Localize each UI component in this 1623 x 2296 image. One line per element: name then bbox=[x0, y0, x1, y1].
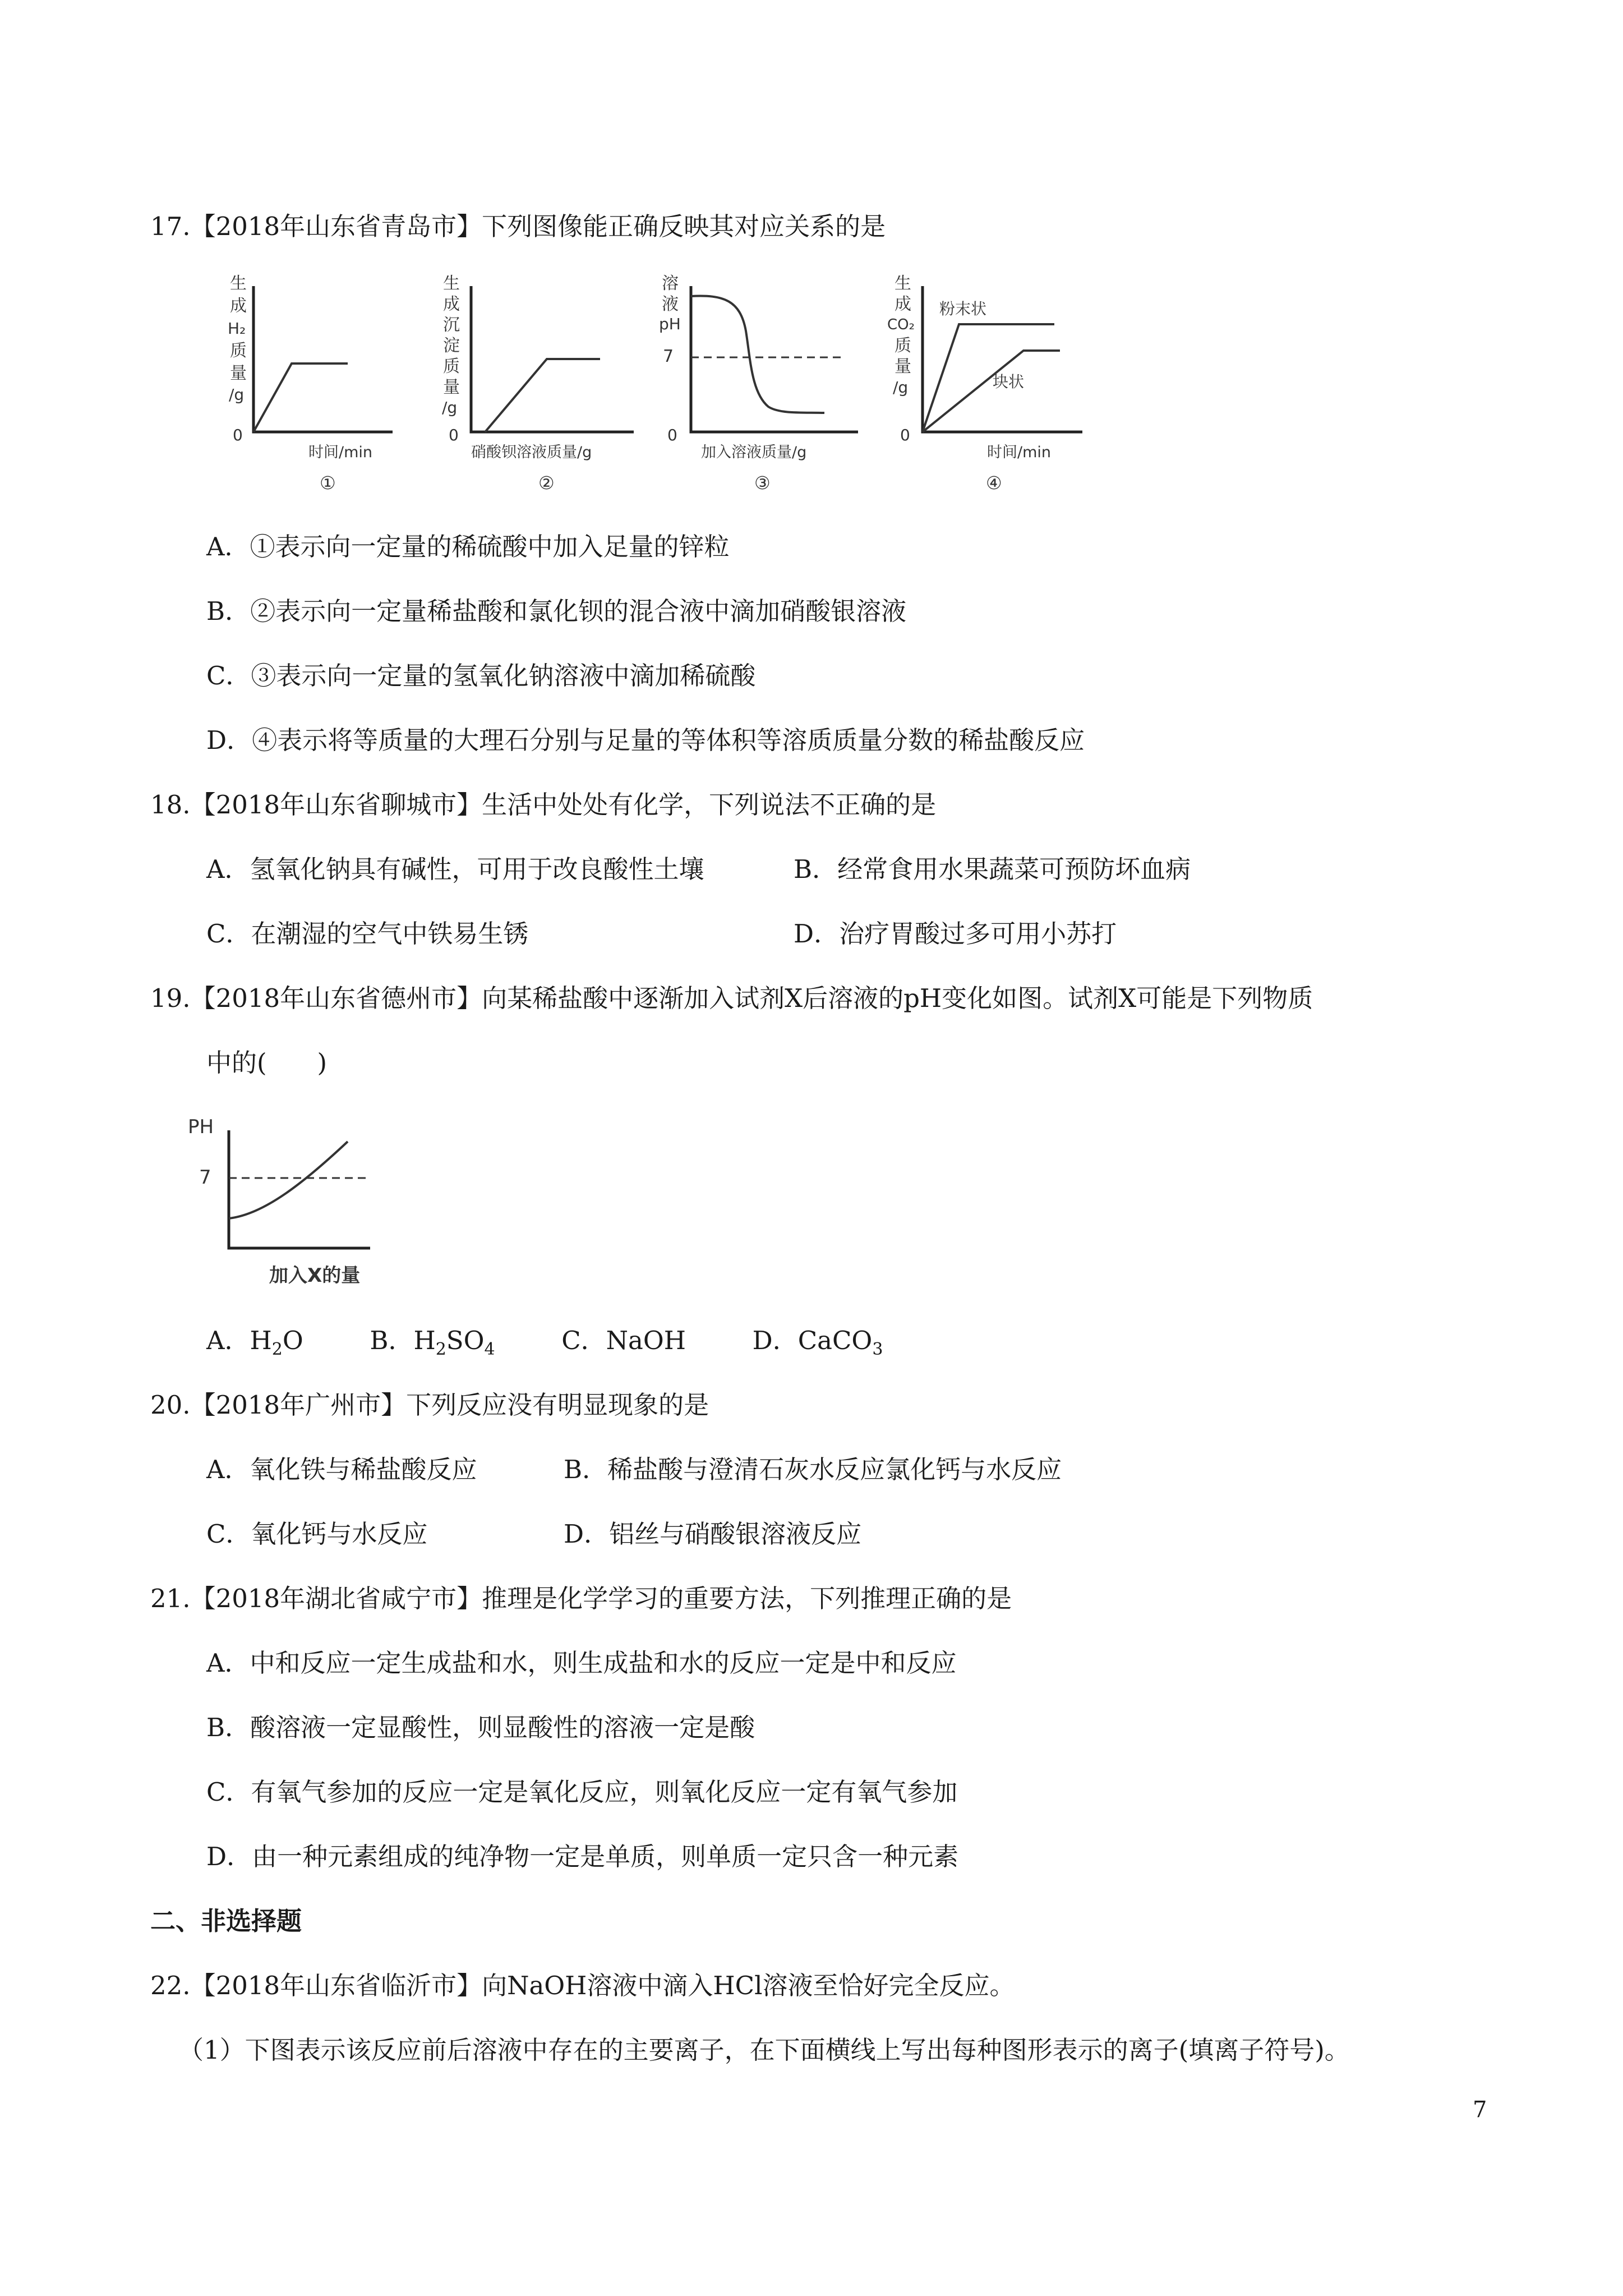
ylabel-char: 量 bbox=[230, 364, 247, 383]
q19-option-d: D．CaCO$_3$ bbox=[752, 1326, 883, 1359]
q19-option-a: A．$H_2O$ bbox=[206, 1326, 303, 1359]
q17-stem: 17.【2018年山东省青岛市】下列图像能正确反映其对应关系的是 bbox=[150, 211, 886, 241]
ylabel-char: 量 bbox=[443, 378, 460, 397]
xlabel: 时间/min bbox=[308, 444, 373, 461]
ylabel-char: 质 bbox=[443, 357, 460, 376]
q20-option-c: C．氧化钙与水反应 bbox=[206, 1519, 428, 1549]
tick-7: 7 bbox=[663, 347, 674, 366]
ylabel-char: 溶 bbox=[662, 274, 679, 293]
q19-stem-line1: 19.【2018年山东省德州市】向某稀盐酸中逐渐加入试剂X后溶液的pH变化如图。试剂X可能是下列物质 bbox=[150, 983, 1313, 1013]
page-number: 7 bbox=[1473, 2097, 1487, 2123]
ylabel-char: pH bbox=[659, 315, 681, 333]
xlabel: 加入X的量 bbox=[269, 1264, 361, 1287]
origin-label: 0 bbox=[900, 426, 910, 444]
ylabel-char: /g bbox=[229, 385, 245, 404]
q17-option-b: B．②表示向一定量稀盐酸和氯化钡的混合液中滴加硝酸银溶液 bbox=[206, 596, 907, 626]
xlabel: 时间/min bbox=[987, 444, 1052, 461]
q18-option-c: C．在潮湿的空气中铁易生锈 bbox=[206, 919, 529, 949]
q19-stem-line2: 中的( ) bbox=[206, 1048, 328, 1078]
section-heading: 二、非选择题 bbox=[150, 1906, 302, 1936]
q19-options bbox=[206, 1324, 883, 1366]
q21-option-d: D．由一种元素组成的纯净物一定是单质，则单质一定只含一种元素 bbox=[206, 1842, 959, 1871]
q17-graph-2 bbox=[426, 269, 651, 505]
ylabel-char: H₂ bbox=[228, 319, 246, 338]
q21-option-c: C．有氧气参加的反应一定是氧化反应，则氧化反应一定有氧气参加 bbox=[206, 1777, 958, 1807]
ylabel-char: 生 bbox=[443, 274, 460, 293]
q19-ph-graph bbox=[185, 1099, 409, 1296]
q19-option-b: B．$H_2SO_4$ bbox=[370, 1326, 495, 1359]
q17-option-d: D．④表示将等质量的大理石分别与足量的等体积等溶质质量分数的稀盐酸反应 bbox=[206, 725, 1085, 755]
q20-option-b: B．稀盐酸与澄清石灰水反应氯化钙与水反应 bbox=[564, 1455, 1062, 1484]
q21-option-a: A．中和反应一定生成盐和水，则生成盐和水的反应一定是中和反应 bbox=[206, 1648, 957, 1678]
ylabel-char: 沉 bbox=[443, 315, 460, 335]
graph-number: ③ bbox=[754, 472, 771, 494]
q18-option-d: D．治疗胃酸过多可用小苏打 bbox=[794, 919, 1117, 949]
ylabel: PH bbox=[188, 1116, 214, 1138]
ylabel-char: 成 bbox=[895, 295, 911, 314]
graph-number: ④ bbox=[986, 472, 1002, 494]
ylabel-char: /g bbox=[893, 378, 909, 397]
ylabel-char: 质 bbox=[230, 341, 247, 361]
origin-label: 0 bbox=[449, 426, 459, 444]
graph-number: ① bbox=[320, 472, 336, 494]
origin-label: 0 bbox=[667, 426, 677, 444]
ylabel-char: 生 bbox=[895, 274, 911, 293]
q20-option-a: A．氧化铁与稀盐酸反应 bbox=[206, 1455, 477, 1484]
graph-number: ② bbox=[538, 472, 555, 494]
label-powder: 粉末状 bbox=[939, 300, 987, 318]
ylabel-char: CO₂ bbox=[887, 316, 915, 333]
xlabel: 硝酸钡溶液质量/g bbox=[471, 444, 592, 461]
q21-stem: 21.【2018年湖北省咸宁市】推理是化学学习的重要方法，下列推理正确的是 bbox=[150, 1584, 1012, 1613]
ylabel-char: 淀 bbox=[443, 336, 460, 356]
q19-option-c: C．NaOH bbox=[561, 1326, 686, 1355]
label-block: 块状 bbox=[993, 372, 1025, 391]
q17-graph-4 bbox=[886, 269, 1099, 505]
ylabel-char: 液 bbox=[662, 295, 679, 314]
tick-7: 7 bbox=[199, 1166, 211, 1189]
q20-stem: 20.【2018年广州市】下列反应没有明显现象的是 bbox=[150, 1390, 709, 1420]
q20-option-d: D．铝丝与硝酸银溶液反应 bbox=[564, 1519, 862, 1549]
ylabel-char: 成 bbox=[443, 295, 460, 314]
ylabel-char: /g bbox=[442, 398, 458, 417]
q17-graph-1 bbox=[213, 269, 404, 505]
ylabel-char: 质 bbox=[895, 336, 911, 356]
origin-label: 0 bbox=[233, 426, 243, 444]
q18-stem: 18.【2018年山东省聊城市】生活中处处有化学，下列说法不正确的是 bbox=[150, 790, 937, 820]
xlabel: 加入溶液质量/g bbox=[701, 444, 807, 461]
q17-option-a: A．①表示向一定量的稀硫酸中加入足量的锌粒 bbox=[206, 532, 730, 562]
q22-stem: 22.【2018年山东省临沂市】向NaOH溶液中滴入HCl溶液至恰好完全反应。 bbox=[150, 1971, 1015, 2000]
q22-part1: （1）下图表示该反应前后溶液中存在的主要离子，在下面横线上写出每种图形表示的离子(填离子符号)。 bbox=[178, 2035, 1350, 2065]
q18-option-a: A．氢氧化钠具有碱性，可用于改良酸性土壤 bbox=[206, 854, 704, 884]
ylabel-char: 成 bbox=[230, 296, 247, 316]
q17-option-c: C．③表示向一定量的氢氧化钠溶液中滴加稀硫酸 bbox=[206, 661, 756, 691]
ylabel-char: 生 bbox=[230, 274, 247, 293]
q17-graph-3 bbox=[656, 269, 880, 505]
ylabel-char: 量 bbox=[895, 357, 911, 376]
q21-option-b: B．酸溶液一定显酸性，则显酸性的溶液一定是酸 bbox=[206, 1713, 755, 1742]
q18-option-b: B．经常食用水果蔬菜可预防坏血病 bbox=[794, 854, 1191, 884]
